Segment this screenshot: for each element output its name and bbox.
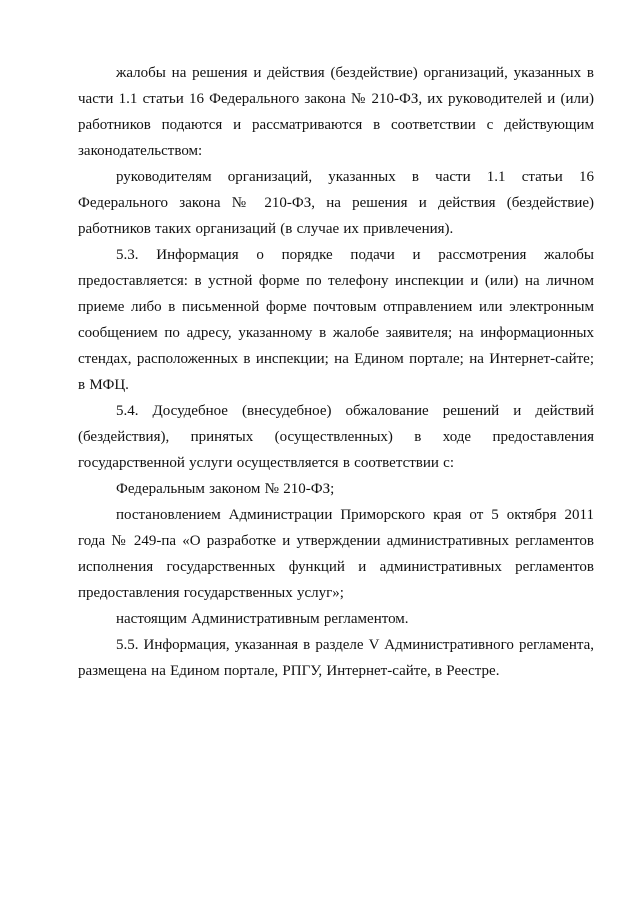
- paragraph-this-regulation: настоящим Административным регламентом.: [116, 611, 409, 627]
- paragraph-5-5: 5.5. Информация, указанная в разделе V Административного регламента, размещена на Едином портале, РПГУ, Интернет-сайте, в Реестре.: [78, 637, 594, 679]
- paragraph-5-3: 5.3. Информация о порядке подачи и рассмотрения жалобы предоставляется: в устной форме по телефону инспекции и (или) на личном приеме либо в письменной форме почтовым отправлением или электронным сообщением по адресу, указанному в жалобе заявителя; на информационных стендах, расположенных в инспекции; на Едином портале; на Интернет-сайте; в МФЦ.: [78, 247, 594, 393]
- paragraph-5-4: 5.4. Досудебное (внесудебное) обжалование решений и действий (бездействия), принятых (осуществленных) в ходе предоставления государственной услуги осуществляется в соответствии с:: [78, 403, 594, 471]
- paragraph-complaints-organizations: жалобы на решения и действия (бездействие) организаций, указанных в части 1.1 статьи 16 Федерального закона № 210-ФЗ, их руководителей и (или) работников подаются и рассматриваются в соответствии с действующим законодательством:: [78, 65, 594, 159]
- paragraph-resolution: постановлением Администрации Приморского края от 5 октября 2011 года № 249-па «О разработке и утверждении административных регламентов исполнения государственных функций и административных регламентов предоставления государственных услуг»;: [78, 507, 594, 601]
- paragraph-complaints-heads: руководителям организаций, указанных в части 1.1 статьи 16 Федерального закона № 210-ФЗ, на решения и действия (бездействие) работников таких организаций (в случае их привлечения).: [78, 169, 594, 237]
- paragraph-federal-law: Федеральным законом № 210-ФЗ;: [116, 481, 335, 497]
